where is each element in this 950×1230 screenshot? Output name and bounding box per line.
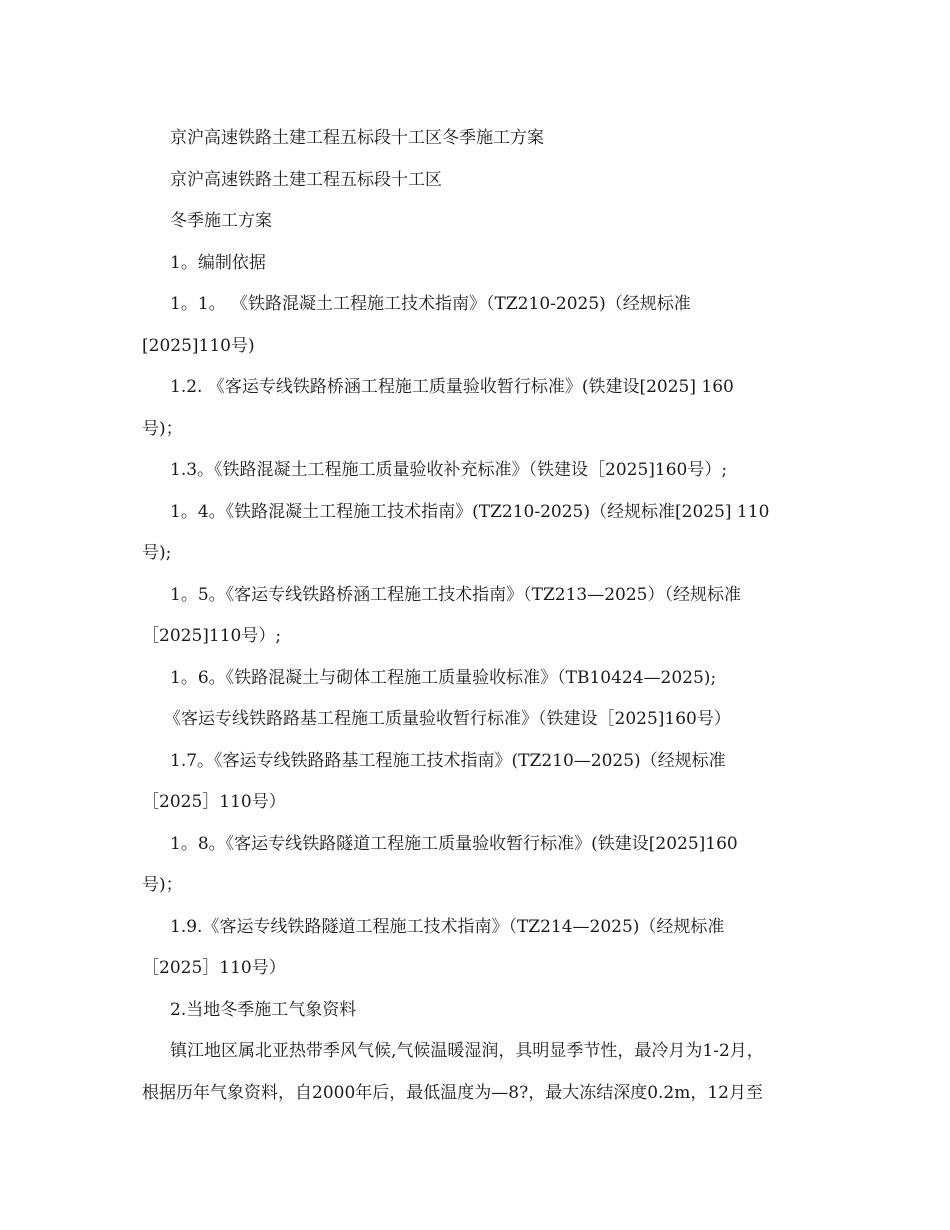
doc-line: ［2025］110号） bbox=[142, 792, 286, 812]
doc-line: 号)； bbox=[142, 418, 183, 439]
doc-line: 号)； bbox=[142, 875, 183, 895]
doc-line: 号); bbox=[142, 543, 172, 563]
doc-line: 1。编制依据 bbox=[170, 252, 266, 273]
doc-line: 京沪高速铁路土建工程五标段十工区 bbox=[170, 169, 442, 190]
doc-line: 冬季施工方案 bbox=[170, 211, 272, 231]
doc-line: 1。5。《客运专线铁路桥涵工程施工技术指南》（TZ213—2025）（经规标准 bbox=[170, 584, 741, 605]
doc-line: 1。6。《铁路混凝土与砌体工程施工质量验收标准》（TB10424—2025); bbox=[170, 667, 717, 688]
doc-line: 2.当地冬季施工气象资料 bbox=[170, 999, 357, 1020]
doc-line: 1.9.《客运专线铁路隧道工程施工技术指南》（TZ214—2025)（经规标准 bbox=[170, 916, 725, 937]
doc-line: 1。1。 《铁路混凝土工程施工技术指南》（TZ210-2025)（经规标准 bbox=[170, 294, 691, 314]
doc-line: ［2025］110号） bbox=[142, 958, 286, 978]
doc-line: 1。8。《客运专线铁路隧道工程施工质量验收暂行标准》(铁建设[2025]160 bbox=[170, 833, 738, 854]
doc-line: 1.3。《铁路混凝土工程施工质量验收补充标准》（铁建设［2025]160号）; bbox=[170, 460, 728, 480]
doc-line: 镇江地区属北亚热带季风气候,气候温暖湿润，具明显季节性，最冷月为1-2月， bbox=[170, 1041, 764, 1061]
doc-line: 根据历年气象资料，自2000年后，最低温度为—8?，最大冻结深度0.2m，12月至 bbox=[142, 1082, 763, 1103]
doc-line: [2025]110号) bbox=[142, 335, 255, 356]
doc-line: 1.2. 《客运专线铁路桥涵工程施工质量验收暂行标准》(铁建设[2025] 160 bbox=[170, 377, 734, 397]
doc-line: 1。4。《铁路混凝土工程施工技术指南》(TZ210-2025)（经规标准[2025] 110 bbox=[170, 501, 770, 522]
doc-line: 《客运专线铁路路基工程施工质量验收暂行标准》（铁建设［2025]160号） bbox=[164, 709, 731, 729]
doc-line: 京沪高速铁路土建工程五标段十工区冬季施工方案 bbox=[170, 128, 544, 148]
doc-line: 1.7。《客运专线铁路路基工程施工技术指南》(TZ210—2025)（经规标准 bbox=[170, 750, 726, 771]
document-body bbox=[142, 126, 828, 1122]
doc-line: ［2025]110号）; bbox=[142, 626, 282, 646]
